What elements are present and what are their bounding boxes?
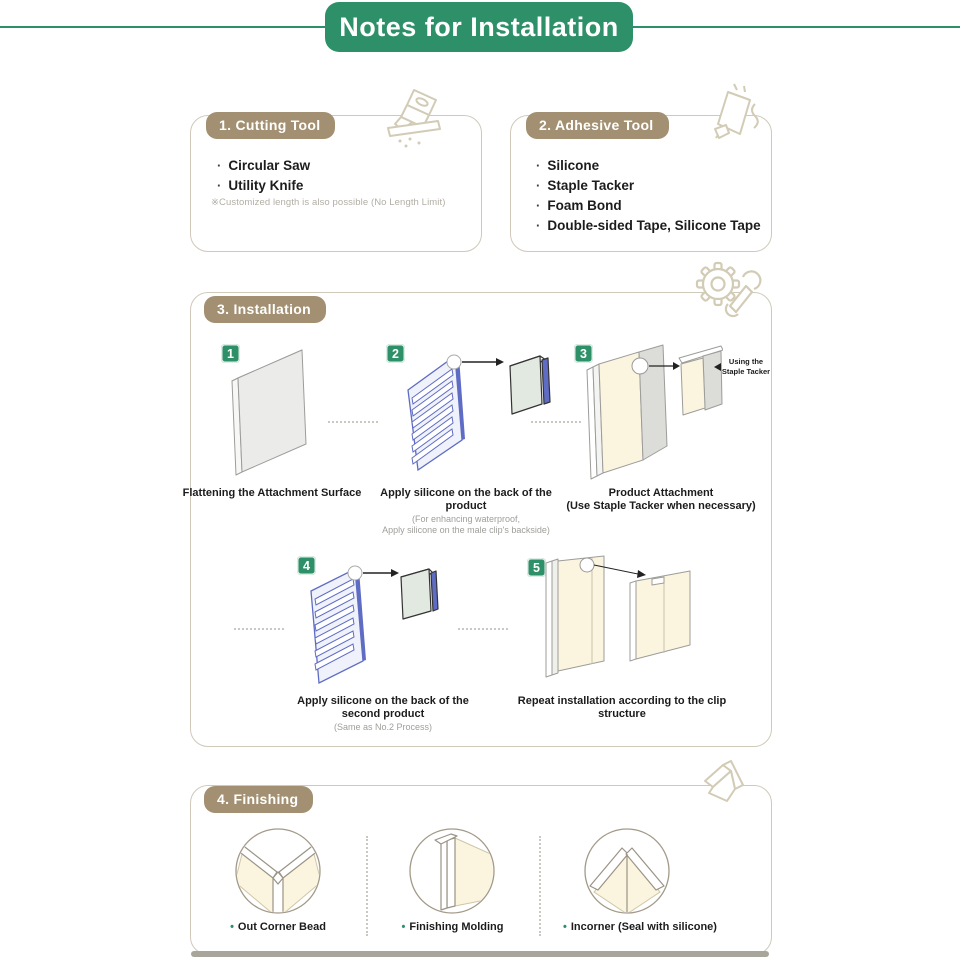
step-badge-5: 5: [527, 558, 546, 577]
step5-illustration: [540, 553, 705, 685]
step4-illustration: [295, 557, 445, 695]
title-banner: [325, 2, 633, 52]
dotted-divider: [366, 836, 368, 936]
step3-illustration: [583, 340, 723, 480]
cutting-list: [217, 158, 310, 198]
adhesive-label: 2. Adhesive Tool: [526, 112, 669, 139]
bullet-icon: •: [563, 921, 567, 933]
dotted-separator: [458, 628, 508, 630]
bullet-icon: ·: [536, 218, 541, 233]
step-badge-4: 4: [297, 556, 316, 575]
step-badge-2: 2: [386, 344, 405, 363]
dotted-separator: [531, 421, 581, 423]
step-badge-1: 1: [221, 344, 240, 363]
bullet-icon: ·: [217, 178, 222, 193]
incorner-illustration: [582, 826, 672, 916]
caption-step3: Product Attachment (Use Staple Tacker when necessary): [566, 487, 756, 512]
dotted-separator: [328, 421, 378, 423]
bullet-icon: ·: [536, 158, 541, 173]
step1-illustration: [226, 346, 316, 480]
bottom-strip: [191, 951, 769, 957]
bullet-icon: ·: [536, 198, 541, 213]
caption-step1: Flattening the Attachment Surface: [182, 487, 362, 499]
finishing-item-2: • Finishing Molding: [401, 921, 504, 933]
gear-wrench-icon: [690, 258, 762, 324]
cutting-label: 1. Cutting Tool: [206, 112, 335, 139]
utility-knife-icon: [372, 88, 444, 150]
bullet-icon: •: [401, 921, 406, 933]
silicone-tube-icon: [700, 82, 762, 152]
adhesive-item: · Silicone: [536, 158, 600, 173]
cutting-item: · Utility Knife: [217, 178, 304, 193]
finishing-molding-illustration: [407, 826, 497, 916]
bullet-icon: ·: [536, 178, 541, 193]
adhesive-list: [536, 158, 761, 238]
out-corner-illustration: [233, 826, 323, 916]
adhesive-item: · Foam Bond: [536, 198, 622, 213]
step-badge-3: 3: [574, 344, 593, 363]
finishing-label: 4. Finishing: [204, 786, 313, 813]
caption-step4: Apply silicone on the back of the second product (Same as No.2 Process): [297, 695, 469, 732]
adhesive-item: · Double-sided Tape, Silicone Tape: [536, 218, 761, 233]
corner-bead-icon: [697, 755, 755, 811]
dotted-separator: [234, 628, 284, 630]
bullet-icon: ·: [217, 158, 222, 173]
step2-illustration: [392, 348, 557, 476]
adhesive-item: · Staple Tacker: [536, 178, 635, 193]
finishing-item-3: • Incorner (Seal with silicone): [563, 921, 717, 933]
caption-step2: Apply silicone on the back of the product (For enhancing waterproof, Apply silicone on the male clip's backside): [380, 487, 552, 535]
installation-label: 3. Installation: [204, 296, 326, 323]
finishing-item-1: • Out Corner Bead: [230, 921, 326, 933]
step3-annotation: Using the Staple Tacker: [721, 357, 771, 376]
bullet-icon: •: [230, 921, 234, 933]
page-title: Notes for Installation: [339, 11, 619, 42]
caption-step5: Repeat installation according to the clip structure: [517, 695, 727, 720]
cutting-note: ※Customized length is also possible (No Length Limit): [211, 197, 446, 208]
cutting-item: · Circular Saw: [217, 158, 311, 173]
